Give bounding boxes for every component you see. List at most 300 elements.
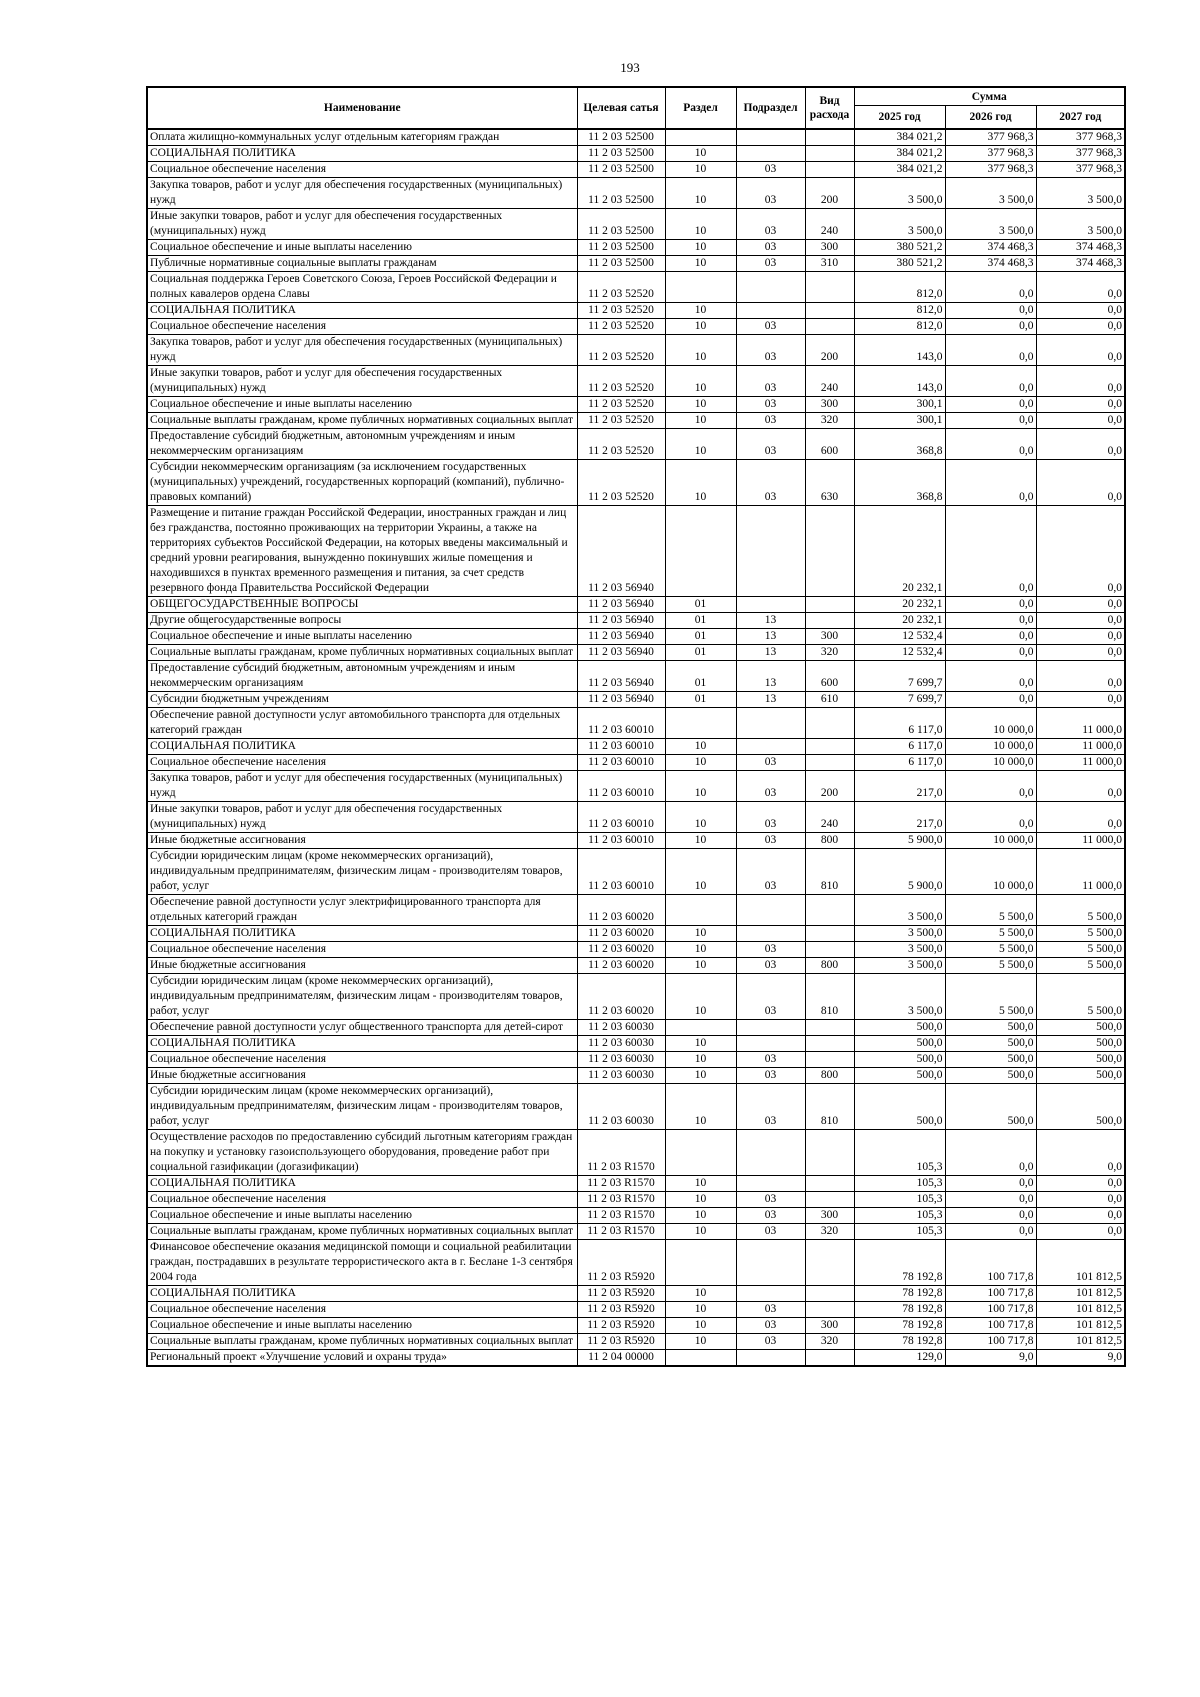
cell-sum-2025: 3 500,0 [854, 926, 945, 942]
cell-target-code: 11 2 03 60010 [577, 708, 665, 739]
cell-subsection: 03 [736, 802, 805, 833]
table-row [147, 146, 1125, 162]
cell-name: Осуществление расходов по предоставлению субсидий льготным категориям граждан на покупку и установку газоиспользующего оборудования, проведение работ при социальной газификации (догазификации) [147, 1130, 577, 1176]
header-name: Наименование [147, 87, 577, 129]
cell-subsection: 03 [736, 942, 805, 958]
cell-target-code: 11 2 03 56940 [577, 613, 665, 629]
cell-target-code: 11 2 03 60010 [577, 739, 665, 755]
cell-sum-2027: 0,0 [1036, 429, 1125, 460]
table-row [147, 1318, 1125, 1334]
cell-subsection: 03 [736, 1334, 805, 1350]
cell-subsection [736, 146, 805, 162]
cell-target-code: 11 2 03 56940 [577, 645, 665, 661]
cell-expense-type [805, 1052, 854, 1068]
cell-sum-2025: 78 192,8 [854, 1240, 945, 1286]
cell-sum-2025: 3 500,0 [854, 895, 945, 926]
cell-sum-2026: 377 968,3 [945, 146, 1036, 162]
cell-target-code: 11 2 03 52520 [577, 429, 665, 460]
cell-sum-2027: 377 968,3 [1036, 162, 1125, 178]
cell-sum-2026: 500,0 [945, 1036, 1036, 1052]
cell-section: 10 [665, 958, 736, 974]
cell-sum-2025: 105,3 [854, 1176, 945, 1192]
cell-name: Предоставление субсидий бюджетным, автономным учреждениям и иным некоммерческим организациям [147, 661, 577, 692]
cell-sum-2026: 3 500,0 [945, 178, 1036, 209]
cell-subsection [736, 597, 805, 613]
cell-target-code: 11 2 03 52520 [577, 460, 665, 506]
cell-target-code: 11 2 03 60010 [577, 771, 665, 802]
cell-section: 10 [665, 942, 736, 958]
header-year-2026: 2026 год [945, 106, 1036, 130]
cell-subsection: 03 [736, 240, 805, 256]
table-row [147, 849, 1125, 895]
cell-sum-2026: 0,0 [945, 413, 1036, 429]
header-section: Раздел [665, 87, 736, 129]
table-row [147, 771, 1125, 802]
cell-expense-type: 300 [805, 1208, 854, 1224]
cell-expense-type [805, 506, 854, 597]
cell-name: Размещение и питание граждан Российской Федерации, иностранных граждан и лиц без гражданства, постоянно проживающих на территории Украины, а также на территориях субъектов Российской Федерации, на которых введены максимальный и средний уровни реагирования, вынужденно покинувших жилые помещения и находившихся в пунктах временного размещения и питания, за счет средств резервного фонда Правительства Российской Федерации [147, 506, 577, 597]
cell-sum-2025: 78 192,8 [854, 1302, 945, 1318]
cell-sum-2025: 3 500,0 [854, 209, 945, 240]
cell-sum-2025: 217,0 [854, 771, 945, 802]
cell-name: Обеспечение равной доступности услуг общественного транспорта для детей-сирот [147, 1020, 577, 1036]
table-row [147, 1052, 1125, 1068]
cell-sum-2025: 78 192,8 [854, 1318, 945, 1334]
table-row [147, 129, 1125, 146]
cell-section: 01 [665, 692, 736, 708]
cell-sum-2027: 0,0 [1036, 413, 1125, 429]
cell-section: 10 [665, 429, 736, 460]
cell-expense-type [805, 1020, 854, 1036]
cell-sum-2026: 0,0 [945, 506, 1036, 597]
table-row [147, 366, 1125, 397]
cell-sum-2025: 384 021,2 [854, 146, 945, 162]
table-row [147, 1068, 1125, 1084]
cell-name: Закупка товаров, работ и услуг для обеспечения государственных (муниципальных) нужд [147, 335, 577, 366]
table-row [147, 1130, 1125, 1176]
cell-expense-type [805, 739, 854, 755]
cell-target-code: 11 2 03 R1570 [577, 1176, 665, 1192]
cell-sum-2026: 0,0 [945, 1176, 1036, 1192]
cell-name: Региональный проект «Улучшение условий и охраны труда» [147, 1350, 577, 1367]
cell-sum-2027: 5 500,0 [1036, 942, 1125, 958]
table-row [147, 1302, 1125, 1318]
cell-sum-2026: 100 717,8 [945, 1318, 1036, 1334]
table-row [147, 162, 1125, 178]
cell-section: 10 [665, 1052, 736, 1068]
cell-expense-type [805, 895, 854, 926]
table-row [147, 692, 1125, 708]
cell-sum-2027: 0,0 [1036, 629, 1125, 645]
cell-section: 10 [665, 240, 736, 256]
cell-target-code: 11 2 03 R1570 [577, 1208, 665, 1224]
cell-target-code: 11 2 03 56940 [577, 692, 665, 708]
table-row [147, 303, 1125, 319]
cell-name: СОЦИАЛЬНАЯ ПОЛИТИКА [147, 739, 577, 755]
cell-target-code: 11 2 03 60030 [577, 1036, 665, 1052]
table-row [147, 429, 1125, 460]
cell-name: СОЦИАЛЬНАЯ ПОЛИТИКА [147, 1036, 577, 1052]
cell-sum-2027: 101 812,5 [1036, 1240, 1125, 1286]
cell-expense-type: 320 [805, 413, 854, 429]
cell-sum-2027: 11 000,0 [1036, 833, 1125, 849]
cell-sum-2026: 5 500,0 [945, 974, 1036, 1020]
cell-section: 10 [665, 1334, 736, 1350]
table-row [147, 1286, 1125, 1302]
cell-sum-2026: 0,0 [945, 629, 1036, 645]
cell-section: 10 [665, 802, 736, 833]
cell-expense-type [805, 272, 854, 303]
cell-expense-type: 610 [805, 692, 854, 708]
cell-sum-2025: 105,3 [854, 1192, 945, 1208]
cell-sum-2026: 0,0 [945, 303, 1036, 319]
cell-sum-2026: 0,0 [945, 802, 1036, 833]
cell-sum-2026: 3 500,0 [945, 209, 1036, 240]
cell-target-code: 11 2 03 60010 [577, 802, 665, 833]
cell-section: 10 [665, 335, 736, 366]
cell-subsection: 03 [736, 178, 805, 209]
table-row [147, 708, 1125, 739]
cell-sum-2027: 0,0 [1036, 692, 1125, 708]
cell-target-code: 11 2 03 60030 [577, 1084, 665, 1130]
cell-sum-2026: 0,0 [945, 613, 1036, 629]
cell-sum-2026: 10 000,0 [945, 755, 1036, 771]
table-row [147, 460, 1125, 506]
cell-target-code: 11 2 03 60020 [577, 974, 665, 1020]
table-body [147, 129, 1125, 1366]
cell-subsection [736, 272, 805, 303]
cell-name: ОБЩЕГОСУДАРСТВЕННЫЕ ВОПРОСЫ [147, 597, 577, 613]
cell-subsection: 13 [736, 613, 805, 629]
cell-sum-2026: 500,0 [945, 1084, 1036, 1130]
cell-sum-2026: 5 500,0 [945, 958, 1036, 974]
cell-section [665, 1240, 736, 1286]
cell-sum-2025: 129,0 [854, 1350, 945, 1367]
cell-section: 10 [665, 926, 736, 942]
cell-section: 10 [665, 460, 736, 506]
cell-name: СОЦИАЛЬНАЯ ПОЛИТИКА [147, 1176, 577, 1192]
cell-subsection: 13 [736, 629, 805, 645]
cell-sum-2026: 5 500,0 [945, 926, 1036, 942]
cell-target-code: 11 2 03 56940 [577, 661, 665, 692]
cell-expense-type: 310 [805, 256, 854, 272]
cell-sum-2026: 0,0 [945, 460, 1036, 506]
cell-sum-2027: 500,0 [1036, 1020, 1125, 1036]
table-row [147, 319, 1125, 335]
cell-name: Социальное обеспечение населения [147, 755, 577, 771]
cell-subsection: 03 [736, 755, 805, 771]
cell-section: 01 [665, 597, 736, 613]
table-row [147, 974, 1125, 1020]
cell-section [665, 895, 736, 926]
cell-expense-type [805, 942, 854, 958]
cell-target-code: 11 2 03 R5920 [577, 1334, 665, 1350]
table-row [147, 1208, 1125, 1224]
cell-sum-2025: 500,0 [854, 1068, 945, 1084]
cell-name: Иные закупки товаров, работ и услуг для обеспечения государственных (муниципальных) нужд [147, 802, 577, 833]
cell-section: 10 [665, 1208, 736, 1224]
header-year-2027: 2027 год [1036, 106, 1125, 130]
cell-expense-type [805, 708, 854, 739]
cell-expense-type: 810 [805, 974, 854, 1020]
cell-name: Социальное обеспечение населения [147, 1192, 577, 1208]
cell-section: 01 [665, 661, 736, 692]
cell-expense-type: 810 [805, 1084, 854, 1130]
table-row [147, 240, 1125, 256]
cell-expense-type: 600 [805, 661, 854, 692]
table-row [147, 272, 1125, 303]
cell-sum-2025: 105,3 [854, 1224, 945, 1240]
cell-sum-2027: 0,0 [1036, 460, 1125, 506]
cell-target-code: 11 2 03 R1570 [577, 1192, 665, 1208]
header-subsection: Подраздел [736, 87, 805, 129]
cell-sum-2026: 377 968,3 [945, 162, 1036, 178]
cell-name: СОЦИАЛЬНАЯ ПОЛИТИКА [147, 926, 577, 942]
cell-sum-2025: 384 021,2 [854, 129, 945, 146]
cell-section: 10 [665, 209, 736, 240]
cell-expense-type [805, 162, 854, 178]
cell-expense-type [805, 926, 854, 942]
cell-expense-type [805, 1036, 854, 1052]
cell-section [665, 1130, 736, 1176]
cell-sum-2025: 20 232,1 [854, 597, 945, 613]
cell-name: Социальное обеспечение и иные выплаты населению [147, 397, 577, 413]
cell-expense-type: 600 [805, 429, 854, 460]
cell-sum-2026: 5 500,0 [945, 942, 1036, 958]
cell-name: Закупка товаров, работ и услуг для обеспечения государственных (муниципальных) нужд [147, 178, 577, 209]
table-row [147, 613, 1125, 629]
cell-expense-type: 800 [805, 958, 854, 974]
cell-sum-2026: 0,0 [945, 1130, 1036, 1176]
cell-subsection: 03 [736, 1068, 805, 1084]
cell-sum-2025: 300,1 [854, 397, 945, 413]
cell-target-code: 11 2 03 60010 [577, 755, 665, 771]
cell-sum-2026: 0,0 [945, 597, 1036, 613]
cell-target-code: 11 2 03 52520 [577, 335, 665, 366]
cell-subsection [736, 1286, 805, 1302]
cell-sum-2027: 0,0 [1036, 613, 1125, 629]
cell-target-code: 11 2 03 60020 [577, 958, 665, 974]
cell-sum-2026: 500,0 [945, 1020, 1036, 1036]
cell-sum-2025: 500,0 [854, 1052, 945, 1068]
cell-sum-2027: 3 500,0 [1036, 209, 1125, 240]
cell-target-code: 11 2 03 52520 [577, 303, 665, 319]
cell-sum-2027: 9,0 [1036, 1350, 1125, 1367]
cell-target-code: 11 2 03 52500 [577, 129, 665, 146]
cell-expense-type [805, 1350, 854, 1367]
cell-name: Социальные выплаты гражданам, кроме публичных нормативных социальных выплат [147, 1224, 577, 1240]
table-row [147, 739, 1125, 755]
cell-expense-type: 240 [805, 802, 854, 833]
table-row [147, 958, 1125, 974]
cell-sum-2026: 0,0 [945, 645, 1036, 661]
cell-target-code: 11 2 03 52500 [577, 178, 665, 209]
cell-target-code: 11 2 03 52500 [577, 162, 665, 178]
cell-section: 10 [665, 303, 736, 319]
cell-subsection: 03 [736, 209, 805, 240]
cell-sum-2025: 6 117,0 [854, 708, 945, 739]
cell-subsection: 03 [736, 366, 805, 397]
cell-sum-2027: 0,0 [1036, 272, 1125, 303]
cell-sum-2026: 0,0 [945, 771, 1036, 802]
cell-subsection: 13 [736, 661, 805, 692]
cell-subsection: 13 [736, 692, 805, 708]
table-row [147, 1036, 1125, 1052]
cell-subsection: 03 [736, 1192, 805, 1208]
cell-sum-2027: 5 500,0 [1036, 926, 1125, 942]
cell-expense-type: 320 [805, 1224, 854, 1240]
table-row [147, 1084, 1125, 1130]
cell-name: Финансовое обеспечение оказания медицинской помощи и социальной реабилитации граждан, пострадавших в результате террористического акта в г. Беслане 1-3 сентября 2004 года [147, 1240, 577, 1286]
cell-sum-2027: 374 468,3 [1036, 240, 1125, 256]
table-row [147, 1224, 1125, 1240]
cell-sum-2025: 3 500,0 [854, 958, 945, 974]
cell-sum-2027: 0,0 [1036, 303, 1125, 319]
header-year-2025: 2025 год [854, 106, 945, 130]
table-row [147, 833, 1125, 849]
cell-section: 10 [665, 1084, 736, 1130]
cell-sum-2025: 380 521,2 [854, 240, 945, 256]
cell-sum-2025: 7 699,7 [854, 661, 945, 692]
cell-subsection: 03 [736, 771, 805, 802]
cell-sum-2025: 812,0 [854, 303, 945, 319]
table-row [147, 661, 1125, 692]
cell-name: Социальное обеспечение населения [147, 942, 577, 958]
table-row [147, 256, 1125, 272]
cell-subsection: 03 [736, 1318, 805, 1334]
cell-sum-2026: 100 717,8 [945, 1240, 1036, 1286]
cell-subsection: 03 [736, 1052, 805, 1068]
table-row [147, 629, 1125, 645]
cell-sum-2025: 368,8 [854, 460, 945, 506]
table-row [147, 1176, 1125, 1192]
cell-subsection [736, 506, 805, 597]
cell-expense-type: 200 [805, 178, 854, 209]
cell-sum-2026: 0,0 [945, 397, 1036, 413]
cell-expense-type [805, 1302, 854, 1318]
cell-sum-2025: 812,0 [854, 319, 945, 335]
cell-expense-type: 240 [805, 366, 854, 397]
cell-target-code: 11 2 03 60030 [577, 1020, 665, 1036]
cell-sum-2026: 374 468,3 [945, 256, 1036, 272]
cell-target-code: 11 2 03 60030 [577, 1068, 665, 1084]
cell-sum-2026: 100 717,8 [945, 1286, 1036, 1302]
cell-sum-2026: 0,0 [945, 1224, 1036, 1240]
cell-target-code: 11 2 03 52520 [577, 272, 665, 303]
cell-subsection: 03 [736, 429, 805, 460]
cell-sum-2027: 5 500,0 [1036, 958, 1125, 974]
cell-subsection [736, 1350, 805, 1367]
cell-subsection: 03 [736, 974, 805, 1020]
cell-expense-type: 300 [805, 397, 854, 413]
table-row [147, 645, 1125, 661]
cell-expense-type: 800 [805, 1068, 854, 1084]
cell-target-code: 11 2 03 60020 [577, 926, 665, 942]
cell-sum-2025: 78 192,8 [854, 1286, 945, 1302]
cell-name: Социальное обеспечение населения [147, 1302, 577, 1318]
cell-name: Социальное обеспечение и иные выплаты населению [147, 1318, 577, 1334]
cell-name: Иные бюджетные ассигнования [147, 833, 577, 849]
table-row [147, 926, 1125, 942]
cell-target-code: 11 2 03 R1570 [577, 1224, 665, 1240]
cell-sum-2027: 101 812,5 [1036, 1334, 1125, 1350]
cell-sum-2027: 0,0 [1036, 397, 1125, 413]
cell-subsection [736, 739, 805, 755]
cell-target-code: 11 2 03 52500 [577, 146, 665, 162]
cell-section: 10 [665, 1224, 736, 1240]
cell-sum-2026: 10 000,0 [945, 739, 1036, 755]
cell-section [665, 708, 736, 739]
cell-expense-type: 300 [805, 1318, 854, 1334]
cell-section [665, 129, 736, 146]
cell-subsection [736, 1036, 805, 1052]
cell-sum-2025: 105,3 [854, 1130, 945, 1176]
cell-target-code: 11 2 03 56940 [577, 629, 665, 645]
cell-expense-type [805, 1240, 854, 1286]
cell-target-code: 11 2 03 56940 [577, 597, 665, 613]
cell-sum-2026: 5 500,0 [945, 895, 1036, 926]
cell-sum-2026: 0,0 [945, 429, 1036, 460]
cell-subsection: 03 [736, 849, 805, 895]
cell-name: Социальное обеспечение и иные выплаты населению [147, 629, 577, 645]
cell-sum-2025: 217,0 [854, 802, 945, 833]
cell-sum-2027: 0,0 [1036, 597, 1125, 613]
cell-sum-2026: 0,0 [945, 335, 1036, 366]
table-row [147, 1192, 1125, 1208]
table-row [147, 506, 1125, 597]
cell-target-code: 11 2 03 R5920 [577, 1302, 665, 1318]
cell-section: 10 [665, 319, 736, 335]
cell-expense-type [805, 755, 854, 771]
budget-table [146, 86, 1126, 1367]
cell-subsection [736, 129, 805, 146]
cell-sum-2025: 500,0 [854, 1020, 945, 1036]
cell-section: 10 [665, 146, 736, 162]
cell-sum-2025: 7 699,7 [854, 692, 945, 708]
cell-name: Социальная поддержка Героев Советского Союза, Героев Российской Федерации и полных кавалеров ордена Славы [147, 272, 577, 303]
cell-target-code: 11 2 03 R5920 [577, 1286, 665, 1302]
cell-expense-type [805, 1192, 854, 1208]
table-row [147, 1240, 1125, 1286]
cell-sum-2027: 0,0 [1036, 335, 1125, 366]
cell-sum-2025: 12 532,4 [854, 645, 945, 661]
cell-section: 10 [665, 833, 736, 849]
cell-section: 01 [665, 629, 736, 645]
cell-sum-2026: 9,0 [945, 1350, 1036, 1367]
cell-sum-2025: 5 900,0 [854, 849, 945, 895]
cell-sum-2025: 384 021,2 [854, 162, 945, 178]
cell-expense-type [805, 613, 854, 629]
cell-target-code: 11 2 03 56940 [577, 506, 665, 597]
cell-target-code: 11 2 03 52500 [577, 256, 665, 272]
cell-expense-type [805, 303, 854, 319]
page-number: 193 [620, 60, 640, 75]
cell-sum-2027: 500,0 [1036, 1052, 1125, 1068]
cell-sum-2027: 0,0 [1036, 802, 1125, 833]
cell-subsection: 03 [736, 1208, 805, 1224]
cell-name: Субсидии бюджетным учреждениям [147, 692, 577, 708]
cell-sum-2026: 0,0 [945, 1192, 1036, 1208]
table-row [147, 802, 1125, 833]
table-row [147, 942, 1125, 958]
cell-sum-2027: 11 000,0 [1036, 739, 1125, 755]
cell-expense-type: 800 [805, 833, 854, 849]
cell-target-code: 11 2 03 R5920 [577, 1240, 665, 1286]
table-row [147, 1350, 1125, 1367]
cell-subsection [736, 1130, 805, 1176]
cell-name: Субсидии юридическим лицам (кроме некоммерческих организаций), индивидуальным предпринимателям, физическим лицам - производителям товаров, работ, услуг [147, 974, 577, 1020]
cell-sum-2027: 0,0 [1036, 771, 1125, 802]
